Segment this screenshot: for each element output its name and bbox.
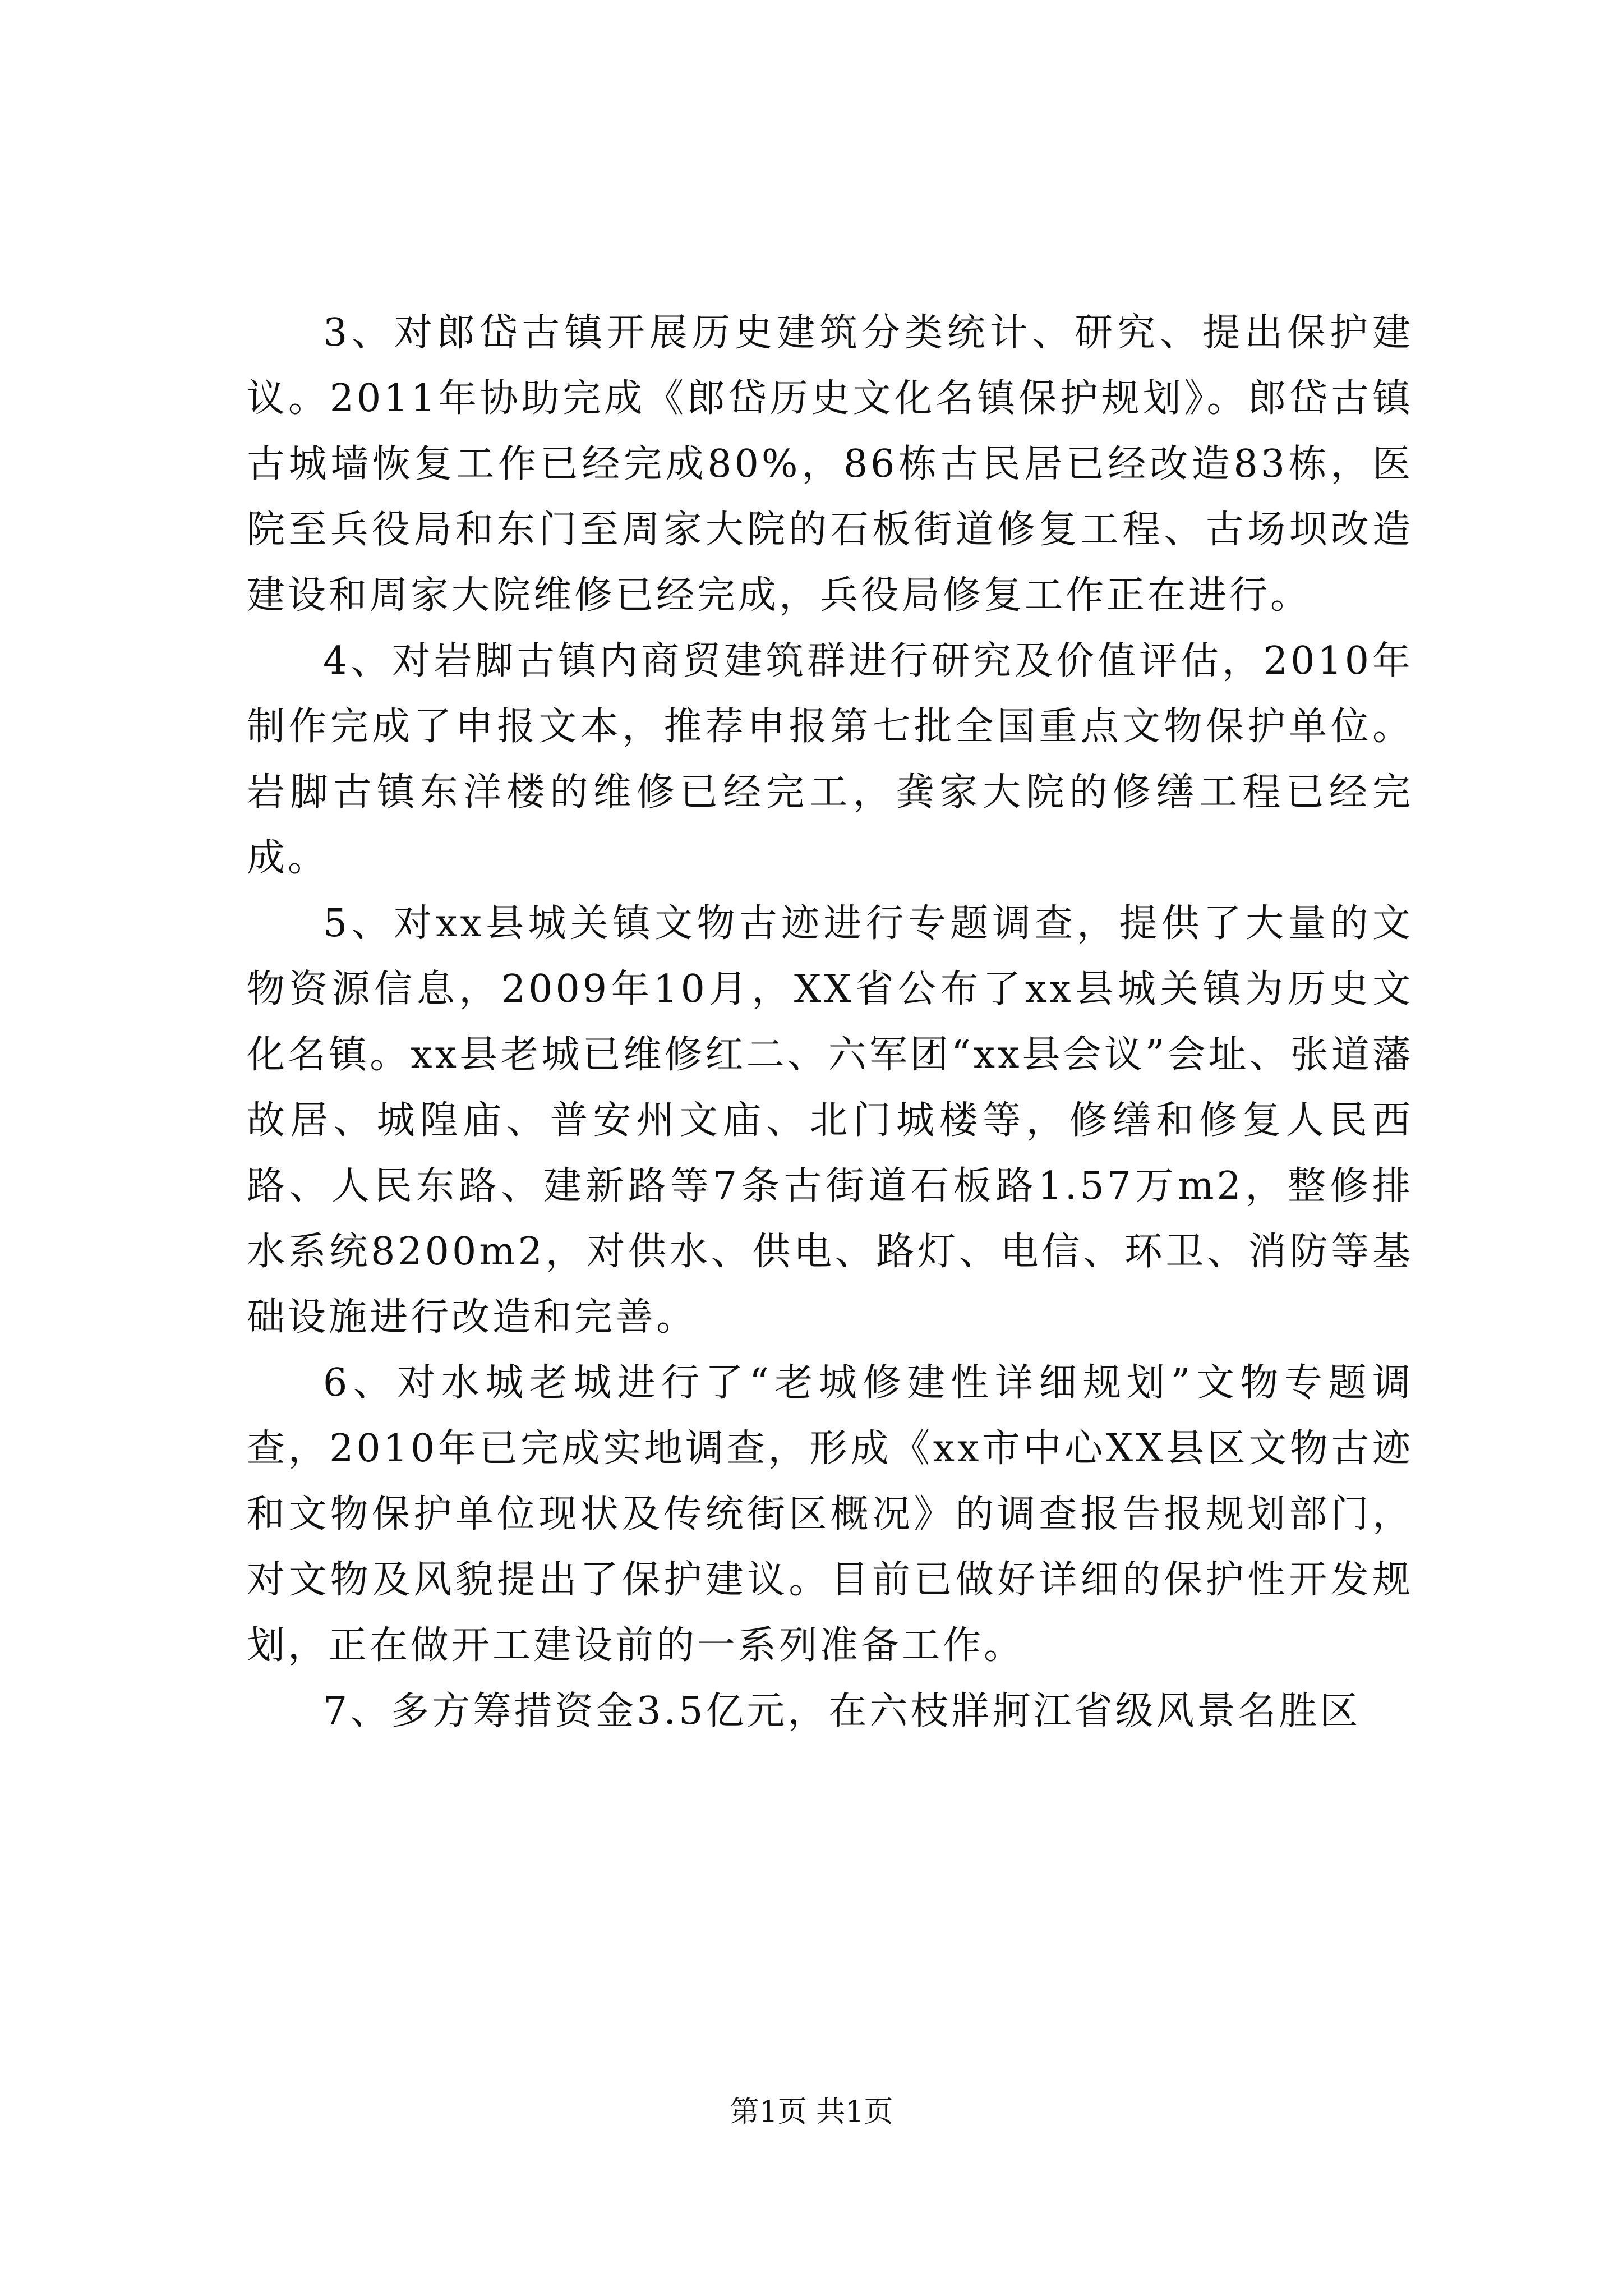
paragraph-item-4: 4、对岩脚古镇内商贸建筑群进行研究及价值评估，2010年制作完成了申报文本，推荐申报第七批全国重点文物保护单位。岩脚古镇东洋楼的维修已经完工，龚家大院的修缮工程已经完成。	[247, 639, 1413, 880]
paragraph-item-5: 5、对xx县城关镇文物古迹进行专题调查，提供了大量的文物资源信息，2009年10月，XX省公布了xx县城关镇为历史文化名镇。xx县老城已维修红二、六军团“xx县会议”会址、张道藩故居、城隍庙、普安州文庙、北门城楼等，修缮和修复人民西路、人民东路、建新路等7条古街道石板路1.57万m2，整修排水系统8200m2，对供水、供电、路灯、电信、环卫、消防等基础设施进行改造和完善。	[247, 901, 1413, 1340]
document-body	[247, 300, 1413, 1744]
paragraph-item-3: 3、对郎岱古镇开展历史建筑分类统计、研究、提出保护建议。2011年协助完成《郎岱历史文化名镇保护规划》。郎岱古镇古城墙恢复工作已经完成80%，86栋古民居已经改造83栋，医院至兵役局和东门至周家大院的石板街道修复工程、古场坝改造建设和周家大院维修已经完成，兵役局修复工作正在进行。	[247, 311, 1413, 618]
page-number-label: 第1页 共1页	[730, 2095, 893, 2129]
paragraph-item-7: 7、多方筹措资金3.5亿元，在六枝牂牁江省级风景名胜区	[323, 1689, 1361, 1733]
paragraph-item-6: 6、对水城老城进行了“老城修建性详细规划”文物专题调查，2010年已完成实地调查，形成《xx市中心XX县区文物古迹和文物保护单位现状及传统街区概况》的调查报告报规划部门，对文物及风貌提出了保护建议。目前已做好详细的保护性开发规划，正在做开工建设前的一系列准备工作。	[247, 1361, 1413, 1668]
page-footer	[0, 2092, 1623, 2132]
